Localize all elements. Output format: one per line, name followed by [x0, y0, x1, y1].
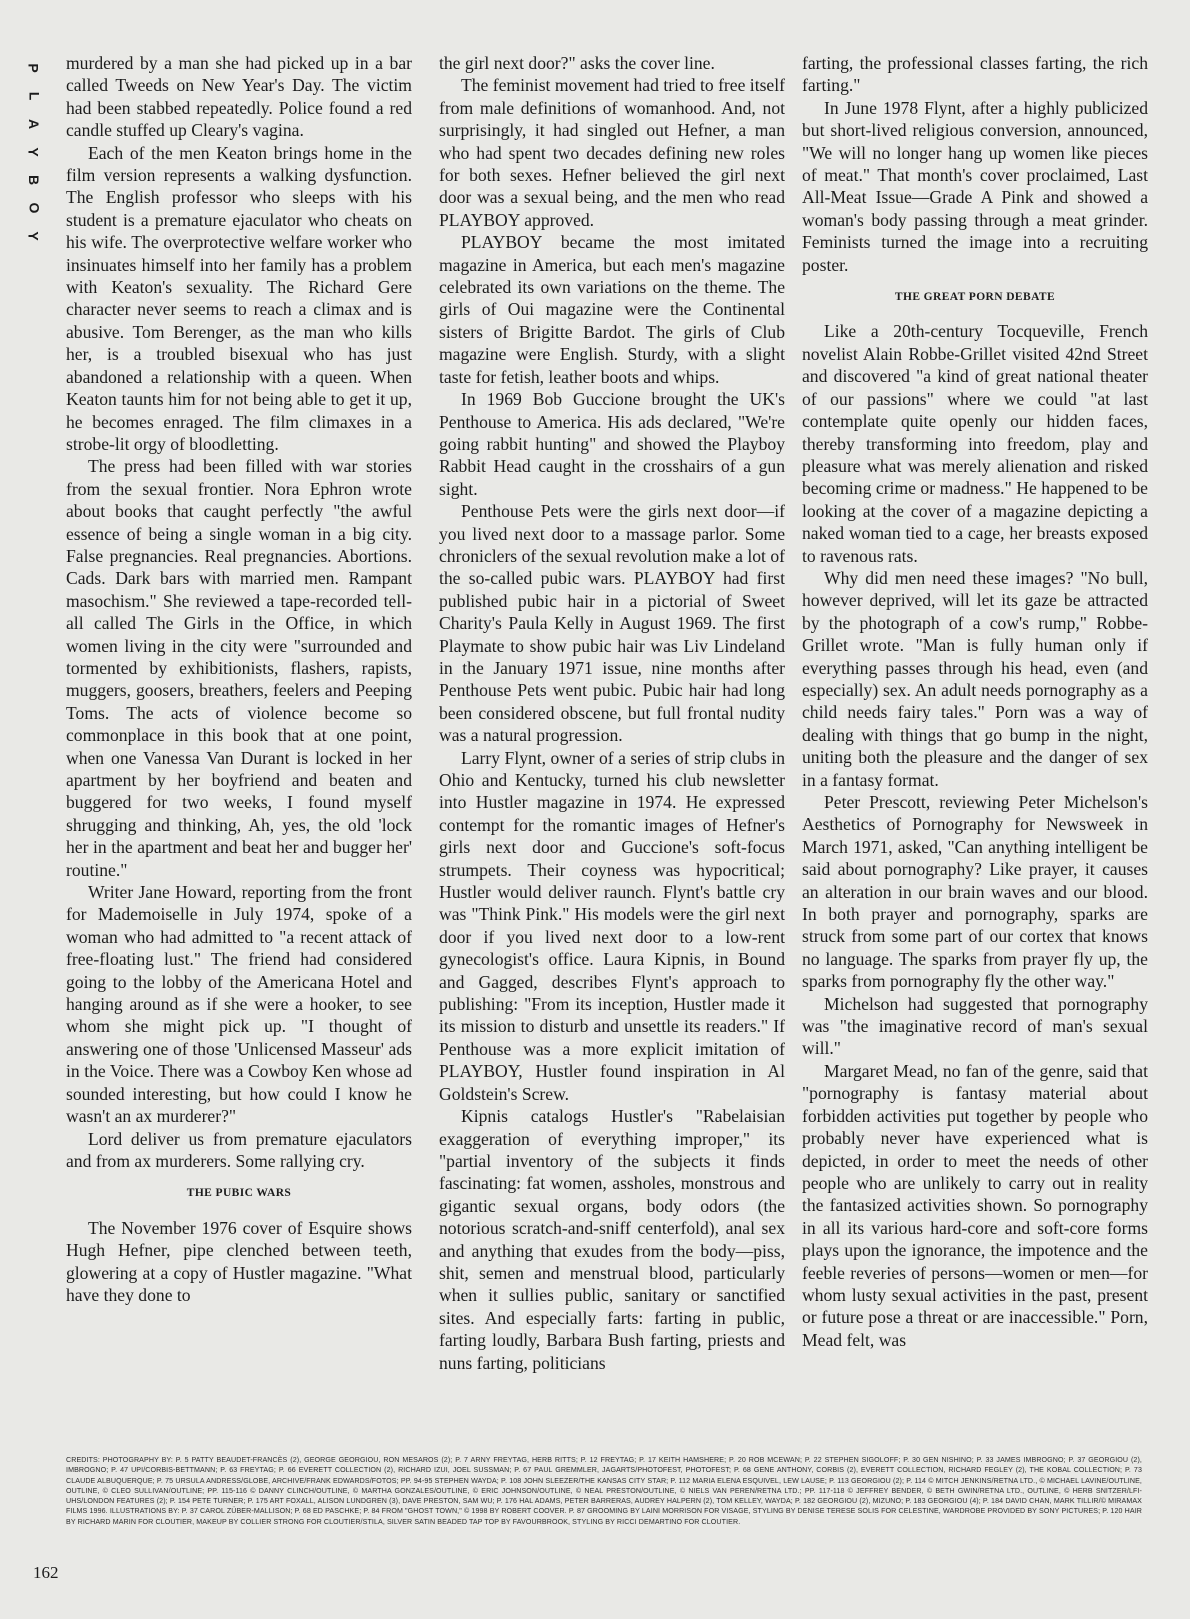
logo-letter: Y: [26, 147, 42, 157]
logo-letter: L: [26, 91, 42, 101]
paragraph: Michelson had suggested that pornography was "the imaginative record of man's sexual will.": [802, 993, 1148, 1059]
paragraph: Kipnis catalogs Hustler's "Rabelaisian exaggeration of everything improper," its "partial inventory of the subjects it finds fascinating: fat women, assholes, monstrous and gigantic sexual organs, body odors (the notorious scratch-and-sniff centerfold), anal sex and anything that exudes from the body—piss, shit, semen and menstrual blood, particularly when it sullies public, sanitary or sanctified sites. And especially farts: farting in public, farting loudly, Barbara Bush farting, priests and nuns farting, politicians: [439, 1106, 785, 1373]
paragraph: In 1969 Bob Guccione brought the UK's Penthouse to America. His ads declared, "We're going rabbit hunting" and showed the Playboy Rabbit Head caught in the crosshairs of a gun sight.: [439, 389, 785, 499]
logo-letter: B: [26, 174, 42, 186]
paragraph: Margaret Mead, no fan of the genre, said that "pornography is fantasy material about forbidden activities put together by people who probably never have experienced what is depicted, in order to meet the needs of other people who are unlikely to carry out in reality the fantasized activities shown. So pornography in all its various hard-core and soft-core forms plays upon the ignorance, the impotence and the feeble reveries of persons—women or men—for whom lusty sexual activities in the past, present or future pose a threat or are inaccessible." Porn, Mead felt, was: [802, 1060, 1148, 1350]
paragraph: the girl next door?" asks the cover line.: [439, 53, 715, 73]
paragraph: In June 1978 Flynt, after a highly publicized but short-lived religious conversion, announced, "We will no longer hang up women like pieces of meat." That month's cover proclaimed, Last All-Meat Issue—Grade A Pink and showed a woman's body passing through a meat grinder. Feminists turned the image into a recruiting poster.: [802, 97, 1148, 275]
section-heading: THE PUBIC WARS: [186, 1187, 292, 1200]
paragraph: Writer Jane Howard, reporting from the front for Mademoiselle in July 1974, spoke of a woman who had admitted to "a recent attack of free-floating lust." The friend had considered going to the lobby of the Americana Hotel and hanging around as if she were a hooker, to see whom she might pick up. "I thought of answering one of those 'Unlicensed Masseur' ads in the Voice. There was a Cowboy Ken whose ad sounded interesting, but how could I know he wasn't an ax murderer?": [66, 882, 412, 1127]
text-column-1: [66, 52, 412, 1306]
paragraph: farting, the professional classes farting, the rich farting.": [802, 53, 1148, 96]
section-heading: THE GREAT PORN DEBATE: [894, 291, 1056, 304]
paragraph: Each of the men Keaton brings home in the film version represents a walking dysfunction. The English professor who sleeps with his student is a premature ejaculator who cheats on his wife. The overprotective welfare worker who insinuates himself into her family has a problem with Keaton's sexuality. The Richard Gere character never seems to reach a climax and is abusive. Tom Berenger, as the man who kills her, is a troubled bisexual who has just abandoned a relationship with a queen. When Keaton taunts him for not being able to get it up, he becomes enraged. The film climaxes in a strobe-lit orgy of bloodletting.: [66, 142, 412, 454]
paragraph: PLAYBOY became the most imitated magazine in America, but each men's magazine celebrated its own variations on the theme. The girls of Oui magazine were the Continental sisters of Brigitte Bardot. The girls of Club magazine were English. Sturdy, with a slight taste for fetish, leather boots and whips.: [439, 232, 785, 387]
logo-letter: Y: [26, 231, 42, 241]
paragraph: Why did men need these images? "No bull, however deprived, will let its gaze be attracted by the photograph of a cow's rump," Robbe-Grillet wrote. "Man is fully human only if everything passes through his head, even (and especially) sex. An adult needs pornography as a child needs fairy tales." Porn was a way of dealing with things that go bump in the night, uniting both the pleasure and the danger of sex in a fantasy format.: [802, 567, 1148, 790]
paragraph: The press had been filled with war stories from the sexual frontier. Nora Ephron wrote about books that caught perfectly "the awful essence of being a single woman in a big city. False pregnancies. Real pregnancies. Abortions. Cads. Dark bars with married men. Rampant masochism." She reviewed a tape-recorded tell-all called The Girls in the Office, in which women living in the city were "surrounded and tormented by exhibitionists, flashers, rapists, muggers, goosers, breathers, feelers and Peeping Toms. The acts of violence become so commonplace in this book that at one point, when one Vanessa Van Durant is locked in her apartment by her boyfriend and beaten and buggered for two weeks, I found myself shrugging and thinking, Ah, yes, the old 'lock her in the apartment and beat her and bugger her' routine.": [66, 456, 412, 880]
photo-credits: CREDITS: PHOTOGRAPHY BY: P. 5 PATTY BEAUDET-FRANCÈS (2), GEORGE GEORGIOU, RON MESAROS (2); P. 7 ARNY FREYTAG, HERB RITTS; P. 12 FREYTAG; P. 17 KEITH HAMSHERE; P. 20 ROB MCEWAN; P. 22 STEPHEN SIGOLOFF; P. 30 GEN NISHINO; P. 33 JAMES IMBROGNO; P. 37 GEORGIOU (2), IMBROGNO; P. 47 UPI/CORBIS-BETTMANN; P. 63 FREYTAG; P. 66 EVERETT COLLECTION (2), RICHARD IZUI, JOEL SUSSMAN; P. 67 PAUL GREMMLER, JAGARTS/PHOTOFEST, PHOTOFEST; P. 68 GENE ANTHONY, CORBIS (2), EVERETT COLLECTION, RICHARD FEGLEY (2), THE KOBAL COLLECTION; P. 73 CLAUDE ALBUQUERQUE; P. 75 URSULA ANDRESS/GLOBE, ARCHIVE/FRANK EDWARDS/FOTOS; PP. 94-95 STEPHEN WAYDA; P. 108 JOHN SLEEZER/THE KANSAS CITY STAR; P. 112 MARIA ELENA ESQUIVEL, LEW LAUSE; P. 113 GEORGIOU (2); P. 114 © MITCH JENKINS/RETNA LTD., © MICHAEL LAVINE/OUTLINE, OUTLINE, © CLEO SULLIVAN/OUTLINE; PP. 115-116 © DANNY CLINCH/OUTLINE, © MARTHA GONZALES/OUTLINE, © ERIC JOHNSON/OUTLINE, © NEAL PRESTON/OUTLINE, © NIELS VAN PEREN/RETNA LTD.; PP. 117-118 © JEFFREY BENDER, © BETH GWIN/RETNA LTD., OUTLINE, © HERB SNITZER/LFI-UHS/LONDON FEATURES (2); P. 154 PETE TURNER; P. 175 ART FOXALL, ALISON LUNDGREN (3), DAVE PRESTON, SAM WU; P. 176 HAL ADAMS, PETER BARRERAS, AUDREY HALPERN (2), TOM KELLEY, WAYDA; P. 182 GEORGIOU (2), MIZUNO; P. 183 GEORGIOU (4); P. 184 DAVID CHAN, MARK TILLIR/© MIRAMAX FILMS 1996. ILLUSTRATIONS BY: P. 37 CAROL ZÜBER-MALLISON; P. 68 ED PASCHKE; P. 84 FROM "GHOST TOWN," © 1998 BY ROBERT COOVER. P. 87 GROOMING BY LAINI MORRISON FOR VISAGE, STYLING BY DENISE TERESE SOLIS FOR CELESTINE, WARDROBE PROVIDED BY SONY PICTURES; P. 120 HAIR BY RICHARD MARIN FOR CLOUTIER, MAKEUP BY COLLIER STRONG FOR CLOUTIER/STILA, SILVER SATIN BEADED TAP TOP BY FAVOURBROOK, STYLING BY RICCI DEMARTINO FOR CLOUTIER.: [66, 1456, 1142, 1526]
logo-letter: A: [26, 118, 42, 130]
paragraph: murdered by a man she had picked up in a bar called Tweeds on New Year's Day. The victim had been stabbed repeatedly. Police found a red candle stuffed up Cleary's vagina.: [66, 53, 412, 141]
paragraph: Like a 20th-century Tocqueville, French novelist Alain Robbe-Grillet visited 42nd Street and discovered "a kind of great national theater of our passions" where we could "at last contemplate quite openly our hidden faces, thereby transforming into freedom, play and pleasure what was merely alienation and risked becoming crime or madness." He happened to be looking at the cover of a magazine depicting a naked woman tied to a cage, her breasts exposed to ravenous rats.: [802, 321, 1148, 566]
page-number: 162: [33, 1563, 59, 1582]
logo-letter: P: [26, 63, 42, 73]
playboy-vertical-logo: [22, 54, 46, 250]
text-column-2: [439, 52, 785, 1374]
paragraph: Larry Flynt, owner of a series of strip clubs in Ohio and Kentucky, turned his club newsletter into Hustler magazine in 1974. He expressed contempt for the romantic images of Hefner's girls next door and Guccione's soft-focus strumpets. Their coyness was hypocritical; Hustler would deliver raunch. Flynt's battle cry was "Think Pink." His models were the girl next door if you lived next door to a low-rent gynecologist's office. Laura Kipnis, in Bound and Gagged, describes Flynt's approach to publishing: "From its inception, Hustler made it its mission to disturb and unsettle its readers." If Penthouse was a more explicit imitation of PLAYBOY, Hustler found inspiration in Al Goldstein's Screw.: [439, 747, 785, 1104]
paragraph: Penthouse Pets were the girls next door—if you lived next door to a massage parlor. Some chroniclers of the sexual revolution make a lot of the so-called pubic wars. PLAYBOY had first published pubic hair in a pictorial of Sweet Charity's Paula Kelly in August 1969. The first Playmate to show pubic hair was Liv Lindeland in the January 1971 issue, nine months after Penthouse Pets went pubic. Pubic hair had long been considered obscene, but full frontal nudity was a natural progression.: [439, 501, 785, 746]
paragraph: The feminist movement had tried to free itself from male definitions of womanhood. And, not surprisingly, it had singled out Hefner, a man who had spent two decades defining new roles for both sexes. Hefner believed the girl next door was a sexual being, and the men who read PLAYBOY approved.: [439, 75, 785, 230]
paragraph: Peter Prescott, reviewing Peter Michelson's Aesthetics of Pornography for Newsweek in March 1971, asked, "Can anything intelligent be said about pornography? Like prayer, it causes an alteration in our brain waves and our blood. In both prayer and pornography, sparks are struck from some part of our cortex that knows no language. The sparks from prayer fly up, the sparks from pornography fly the other way.": [802, 792, 1148, 992]
logo-letter: O: [25, 202, 42, 214]
paragraph: Lord deliver us from premature ejaculators and from ax murderers. Some rallying cry.: [66, 1128, 412, 1171]
text-column-3: [802, 52, 1148, 1351]
paragraph: The November 1976 cover of Esquire shows Hugh Hefner, pipe clenched between teeth, glowering at a copy of Hustler magazine. "What have they done to: [66, 1217, 412, 1305]
